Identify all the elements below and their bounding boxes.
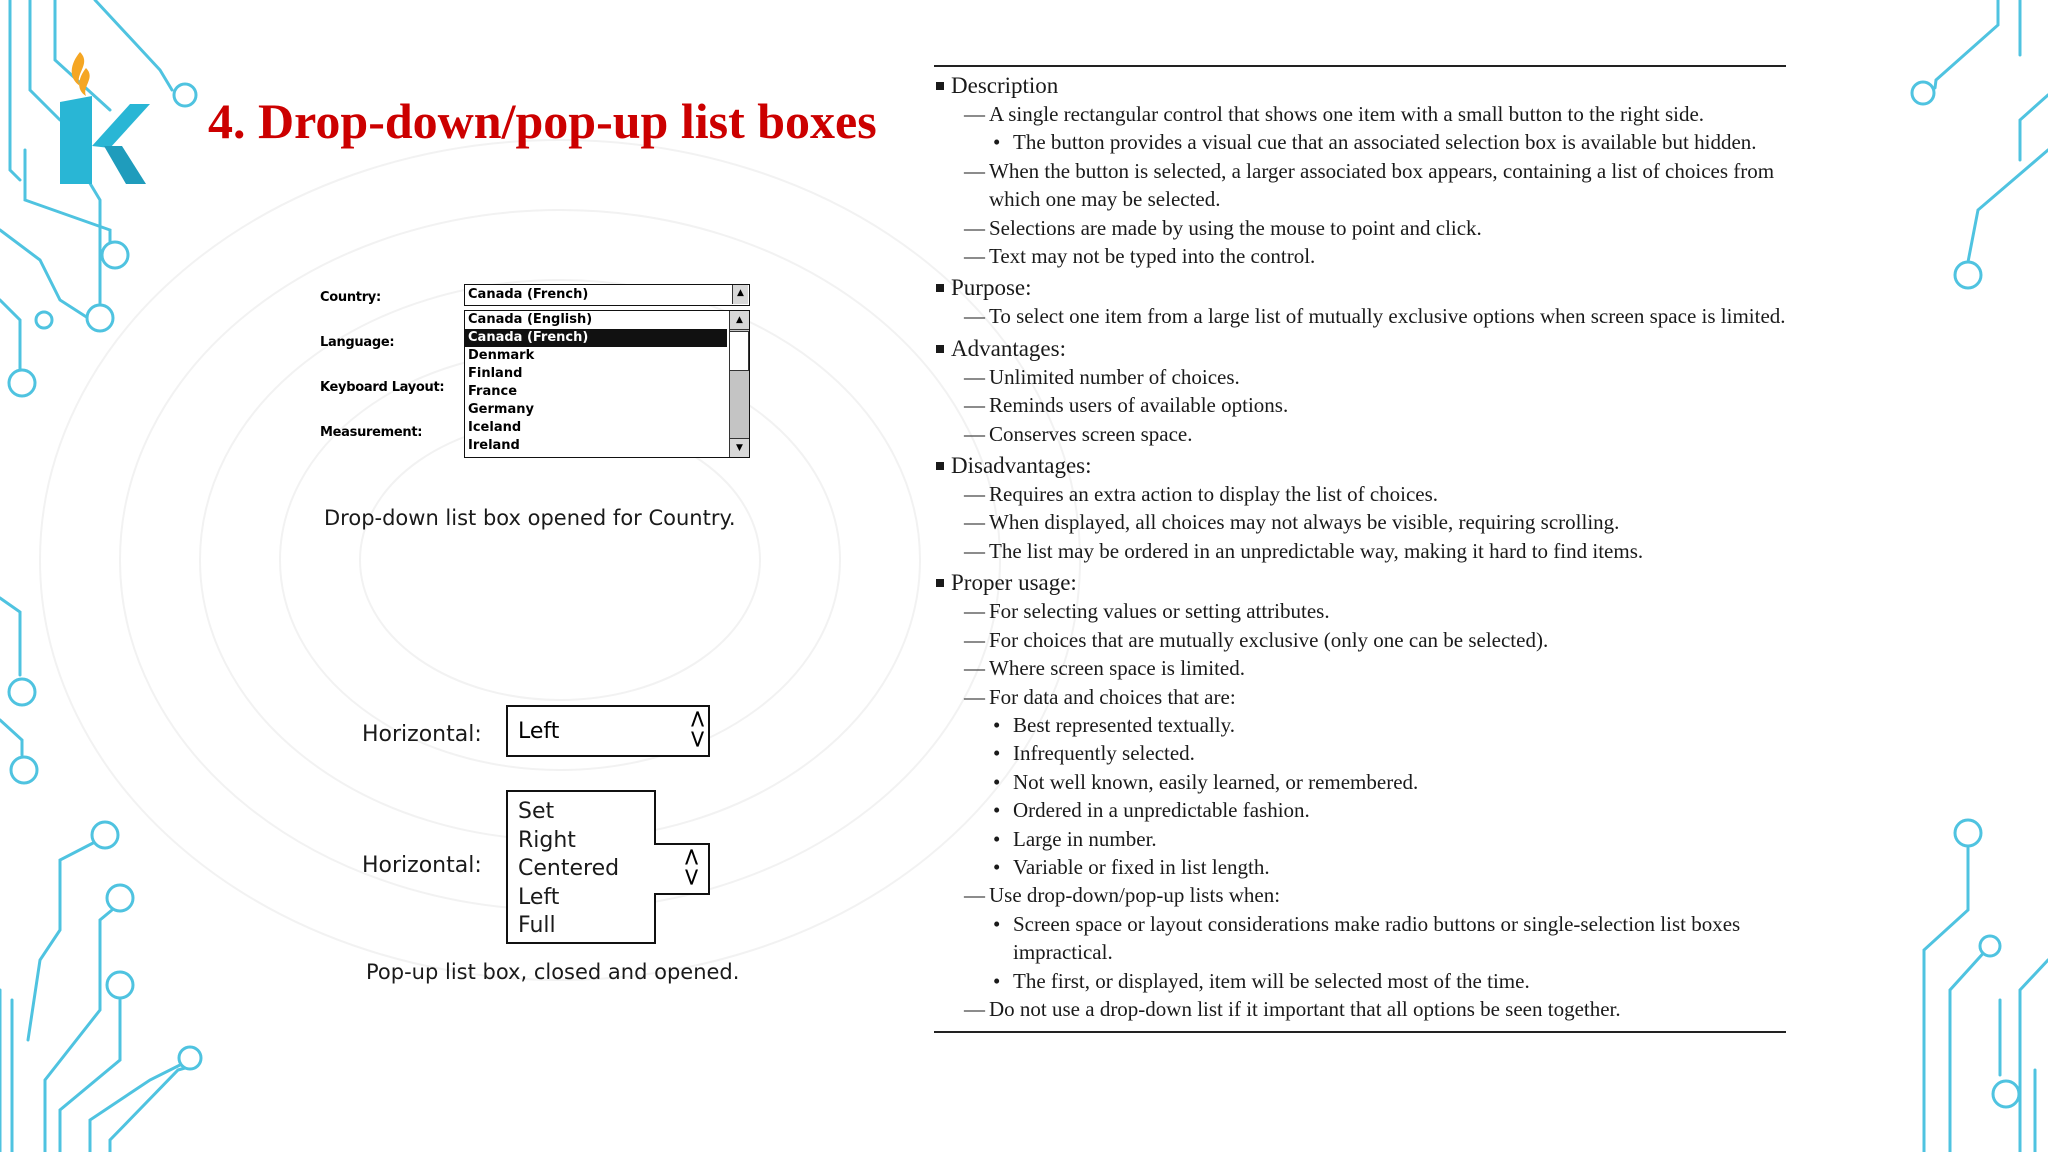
- horizontal-label-open: Horizontal:: [362, 853, 482, 878]
- section-heading: Proper usage:: [934, 568, 1786, 597]
- dash-item: — For selecting values or setting attributes.: [934, 597, 1786, 625]
- measurement-label: Measurement:: [320, 425, 423, 440]
- keyboard-layout-label: Keyboard Layout:: [320, 380, 445, 395]
- description-panel: [934, 65, 1786, 1033]
- list-item[interactable]: Germany: [468, 402, 534, 417]
- bullet-item: • Ordered in a unpredictable fashion.: [934, 796, 1786, 824]
- bullet-item: • The first, or displayed, item will be selected most of the time.: [934, 967, 1786, 995]
- dash-item: — For data and choices that are:: [934, 683, 1786, 711]
- bullet-item: • Large in number.: [934, 825, 1786, 853]
- country-combo[interactable]: [464, 284, 750, 306]
- dash-item: — A single rectangular control that shows one item with a small button to the right side.: [934, 100, 1786, 128]
- popup-option[interactable]: Full: [518, 913, 556, 938]
- popup-closed-value: Left: [518, 719, 560, 744]
- section: [934, 451, 1786, 565]
- bullet-item: • Best represented textually.: [934, 711, 1786, 739]
- scroll-down-icon[interactable]: ▼: [730, 438, 749, 457]
- popup-closed-box[interactable]: [506, 705, 713, 757]
- dash-item: — Requires an extra action to display the list of choices.: [934, 480, 1786, 508]
- dash-item: — Do not use a drop-down list if it important that all options be seen together.: [934, 995, 1786, 1023]
- popup-option[interactable]: Right: [518, 827, 576, 853]
- dash-item: — Use drop-down/pop-up lists when:: [934, 881, 1786, 909]
- combo-value: Canada (French): [468, 287, 589, 302]
- list-item[interactable]: Denmark: [468, 348, 535, 363]
- list-item[interactable]: Finland: [468, 366, 523, 381]
- dropdown-dialog-figure: [316, 282, 756, 462]
- scroll-thumb[interactable]: [729, 331, 749, 371]
- popup-option[interactable]: Left: [518, 884, 560, 910]
- list-item[interactable]: Iceland: [468, 420, 522, 435]
- section-heading: Advantages:: [934, 334, 1786, 363]
- section-heading: Description: [934, 71, 1786, 100]
- popup-tab[interactable]: [654, 843, 710, 895]
- list-item[interactable]: France: [468, 384, 518, 399]
- dropdown-arrow-icon[interactable]: ▲: [732, 285, 748, 304]
- scroll-up-icon[interactable]: ▲: [730, 311, 749, 330]
- language-label: Language:: [320, 335, 395, 350]
- list-item[interactable]: Ireland: [468, 438, 520, 453]
- popup-option[interactable]: Centered: [518, 856, 620, 881]
- country-dropdown-list[interactable]: [464, 310, 750, 458]
- dash-item: — When the button is selected, a larger associated box appears, containing a list of choices from which one may be selected.: [934, 157, 1786, 214]
- section: [934, 334, 1786, 448]
- bullet-item: • Infrequently selected.: [934, 739, 1786, 767]
- section: [934, 71, 1786, 270]
- list-item-selected[interactable]: Canada (French): [465, 329, 727, 347]
- popup-indicator-icon: <>: [678, 846, 707, 888]
- dash-item: — When displayed, all choices may not always be visible, requiring scrolling.: [934, 508, 1786, 536]
- bullet-item: • Variable or fixed in list length.: [934, 853, 1786, 881]
- section: [934, 273, 1786, 330]
- dash-item: — Unlimited number of choices.: [934, 363, 1786, 391]
- k-flame-logo-icon: [52, 50, 152, 190]
- dash-item: — Selections are made by using the mouse to point and click.: [934, 214, 1786, 242]
- dropdown-caption: Drop-down list box opened for Country.: [324, 506, 736, 530]
- section: [934, 568, 1786, 1023]
- bullet-item: • The button provides a visual cue that an associated selection box is available but hidden.: [934, 128, 1786, 156]
- popup-indicator-icon: <>: [684, 708, 713, 750]
- bullet-item: • Screen space or layout considerations make radio buttons or single-selection list boxes impractical.: [934, 910, 1786, 967]
- dash-item: — The list may be ordered in an unpredictable way, making it hard to find items.: [934, 537, 1786, 565]
- bullet-item: • Not well known, easily learned, or remembered.: [934, 768, 1786, 796]
- dash-item: — Conserves screen space.: [934, 420, 1786, 448]
- dash-item: — Where screen space is limited.: [934, 654, 1786, 682]
- popup-option[interactable]: Set: [518, 799, 555, 824]
- section-heading: Purpose:: [934, 273, 1786, 302]
- section-heading: Disadvantages:: [934, 451, 1786, 480]
- country-label: Country:: [320, 290, 381, 305]
- dash-item: — To select one item from a large list of mutually exclusive options when screen space is limited.: [934, 302, 1786, 330]
- list-scrollbar[interactable]: [729, 311, 749, 457]
- popup-caption: Pop-up list box, closed and opened.: [366, 960, 740, 984]
- dash-item: — Text may not be typed into the control.: [934, 242, 1786, 270]
- dash-item: — Reminds users of available options.: [934, 391, 1786, 419]
- popup-open-list[interactable]: [506, 790, 656, 944]
- list-item[interactable]: Canada (English): [468, 312, 593, 327]
- horizontal-label-closed: Horizontal:: [362, 722, 482, 747]
- dash-item: — For choices that are mutually exclusive (only one can be selected).: [934, 626, 1786, 654]
- slide-title: 4. Drop-down/pop-up list boxes: [208, 93, 877, 149]
